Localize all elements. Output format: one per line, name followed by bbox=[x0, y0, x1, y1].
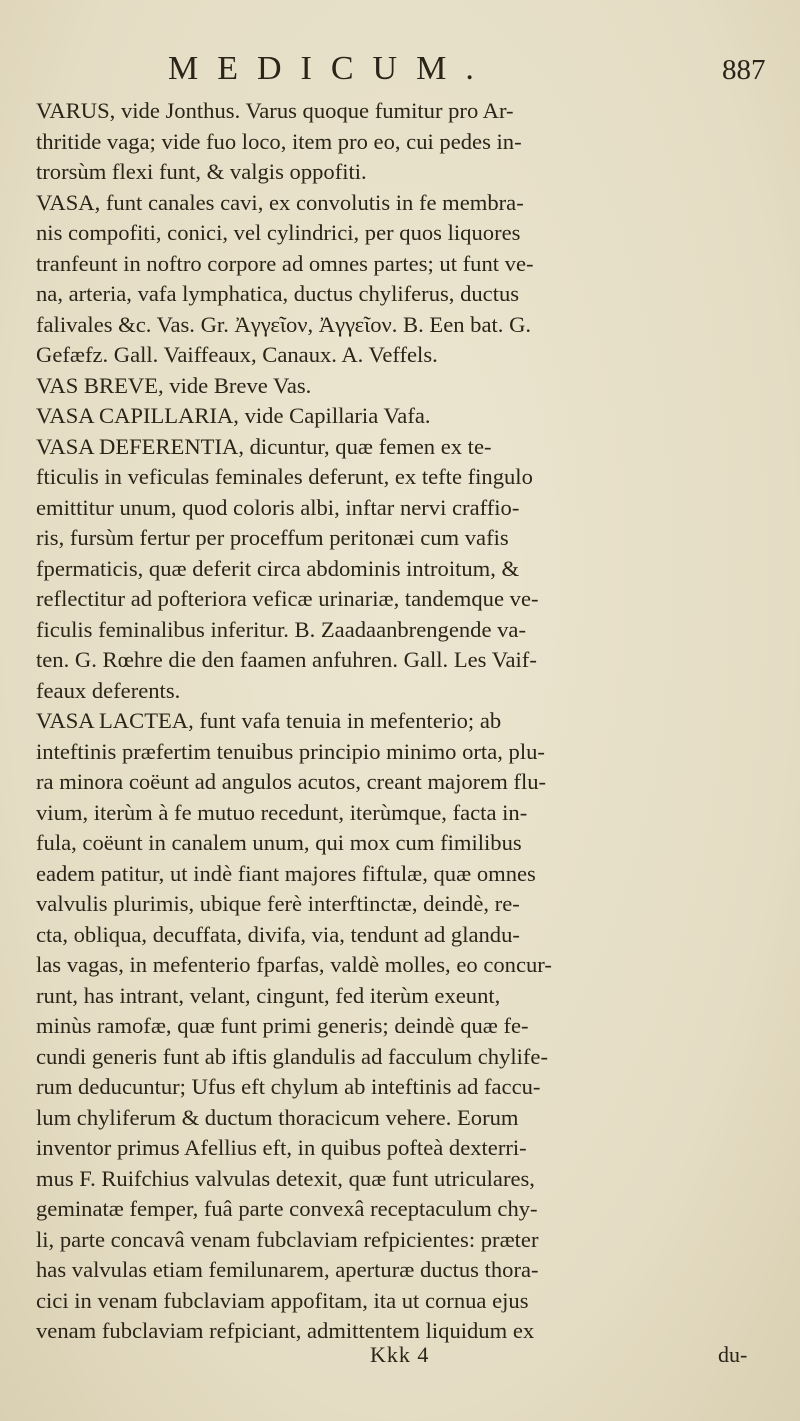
text-line: reflectitur ad pofteriora veficæ urinariæ, tandemque ve- bbox=[36, 586, 539, 611]
text-line: li, parte concavâ venam fubclaviam refpicientes: præter bbox=[36, 1226, 539, 1252]
text-line: rum deducuntur; Ufus eft chylum ab inteftinis ad faccu- bbox=[36, 1074, 541, 1099]
text-line: thritide vaga; vide fuo loco, item pro eo, cui pedes in- bbox=[36, 128, 522, 154]
text-line: fpermaticis, quæ deferit circa abdominis introitum, & bbox=[36, 555, 520, 581]
catchword: du- bbox=[718, 1342, 748, 1367]
text-line: VASA CAPILLARIA, vide Capillaria Vafa. bbox=[36, 403, 431, 428]
text-line: mus F. Ruifchius valvulas detexit, quæ funt utriculares, bbox=[36, 1165, 535, 1191]
text-line: fticulis in veficulas feminales deferunt, ex tefte fingulo bbox=[36, 464, 533, 489]
text-line: runt, has intrant, velant, cingunt, fed iterùm exeunt, bbox=[36, 982, 501, 1008]
text-line: emittitur unum, quod coloris albi, inftar nervi craffio- bbox=[36, 494, 520, 520]
signature-mark: Kkk 4 bbox=[370, 1342, 430, 1367]
text-line: ficulis feminalibus inferitur. B. Zaadaanbrengende va- bbox=[36, 616, 526, 642]
text-line: na, arteria, vafa lymphatica, ductus chyliferus, ductus bbox=[36, 281, 520, 306]
text-line: fula, coëunt in canalem unum, qui mox cum fimilibus bbox=[36, 830, 522, 855]
text-line: VASA LACTEA, funt vafa tenuia in mefenterio; ab bbox=[36, 708, 502, 733]
text-line: Gefæfz. Gall. Vaiffeaux, Canaux. A. Veffels. bbox=[36, 342, 438, 367]
text-line: inventor primus Afellius eft, in quibus pofteà dexterri- bbox=[36, 1135, 527, 1160]
running-title: MEDICUM. bbox=[168, 50, 493, 87]
text-line: geminatæ femper, fuâ parte convexâ receptaculum chy- bbox=[36, 1196, 538, 1221]
text-line: vium, iterùm à fe mutuo recedunt, iterùmque, facta in- bbox=[36, 799, 528, 825]
text-line: valvulis plurimis, ubique ferè interftinctæ, deindè, re- bbox=[36, 891, 520, 916]
text-line: eadem patitur, ut indè fiant majores fiftulæ, quæ omnes bbox=[36, 860, 536, 886]
text-line: las vagas, in mefenterio fparfas, valdè molles, eo concur- bbox=[36, 952, 552, 977]
page-header bbox=[0, 50, 800, 90]
text-line: ris, fursùm fertur per proceffum peritonæi cum vafis bbox=[36, 525, 509, 550]
text-line: VASA DEFERENTIA, dicuntur, quæ femen ex te- bbox=[36, 433, 492, 459]
text-line: cici in venam fubclaviam appofitam, ita ut cornua ejus bbox=[36, 1287, 529, 1313]
text-line: has valvulas etiam femilunarem, aperturæ ductus thora- bbox=[36, 1257, 539, 1282]
text-line: lum chyliferum & ductum thoracicum vehere. Eorum bbox=[36, 1104, 519, 1130]
page-number: 887 bbox=[722, 54, 766, 86]
text-line: nis compofiti, conici, vel cylindrici, per quos liquores bbox=[36, 220, 521, 245]
text-line: minùs ramofæ, quæ funt primi generis; deindè quæ fe- bbox=[36, 1013, 529, 1038]
text-line: venam fubclaviam refpiciant, admittentem liquidum ex bbox=[36, 1318, 535, 1343]
text-line: ten. G. Rœhre die den faamen anfuhren. Gall. Les Vaif- bbox=[36, 647, 537, 672]
text-line: falivales &c. Vas. Gr. Ἀγγεῖον, Ἀγγεῖον. B. Een bat. G. bbox=[36, 311, 532, 337]
dictionary-text bbox=[36, 96, 750, 1347]
text-line: VASA, funt canales cavi, ex convolutis in fe membra- bbox=[36, 189, 524, 215]
text-line: inteftinis præfertim tenuibus principio minimo orta, plu- bbox=[36, 738, 545, 764]
text-line: feaux deferents. bbox=[36, 677, 181, 703]
text-line: cta, obliqua, decuffata, divifa, via, tendunt ad glandu- bbox=[36, 921, 520, 947]
text-line: tranfeunt in noftro corpore ad omnes partes; ut funt ve- bbox=[36, 250, 534, 276]
text-line: VAS BREVE, vide Breve Vas. bbox=[36, 372, 312, 398]
text-line: VARUS, vide Jonthus. Varus quoque fumitur pro Ar- bbox=[36, 98, 514, 123]
page-footer bbox=[0, 1342, 800, 1374]
text-line: ra minora coëunt ad angulos acutos, creant majorem flu- bbox=[36, 769, 547, 794]
text-line: cundi generis funt ab iftis glandulis ad facculum chylife- bbox=[36, 1043, 548, 1069]
text-line: trorsùm flexi funt, & valgis oppofiti. bbox=[36, 159, 367, 184]
